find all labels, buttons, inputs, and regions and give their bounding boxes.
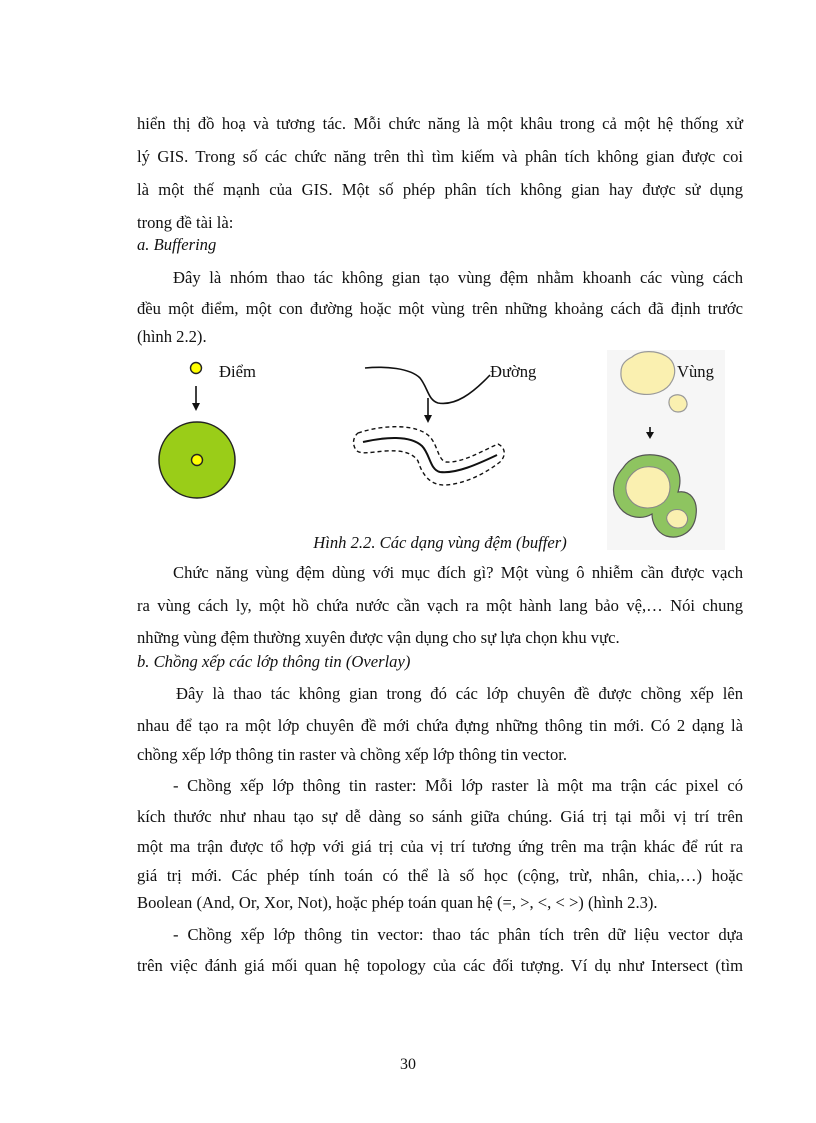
text-line: đều một điểm, một con đường hoặc một vùng trên những khoảng cách đã định trước <box>137 299 743 318</box>
text-line: trên việc đánh giá mối quan hệ topology của các đối tượng. Ví dụ như Intersect (tìm <box>137 956 743 975</box>
line-buffer-diagram <box>354 367 505 485</box>
page-number: 30 <box>400 1056 416 1073</box>
text-line: hiển thị đồ hoạ và tương tác. Mỗi chức năng là một khâu trong cả một hệ thống xử <box>137 114 743 133</box>
figure-caption: Hình 2.2. Các dạng vùng đệm (buffer) <box>313 533 567 552</box>
label-point: Điểm <box>219 362 256 381</box>
text-line: kích thước như nhau tạo sự dễ dàng so sánh giữa chúng. Giá trị tại mỗi vị trí trên <box>137 807 743 826</box>
text-line: (hình 2.2). <box>137 327 207 346</box>
text-line: lý GIS. Trong số các chức năng trên thì tìm kiếm và phân tích không gian được coi <box>137 147 743 166</box>
point-symbol-center <box>192 455 203 466</box>
text-line: Boolean (And, Or, Xor, Not), hoặc phép toán quan hệ (=, >, <, < >) (hình 2.3). <box>137 893 658 912</box>
point-symbol <box>191 363 202 374</box>
section-heading-overlay: b. Chồng xếp các lớp thông tin (Overlay) <box>137 652 411 671</box>
text-line: giá trị mới. Các phép tính toán có thể là số học (cộng, trừ, nhân, chia,…) hoặc <box>137 866 743 885</box>
area-polygon <box>667 510 688 529</box>
text-line: Đây là nhóm thao tác không gian tạo vùng đệm nhằm khoanh các vùng cách <box>173 268 743 287</box>
text-line: một ma trận được tổ hợp với giá trị của vị trí tương ứng trên ma trận khác để rút ra <box>137 837 743 856</box>
area-polygon <box>626 467 670 508</box>
text-line: ra vùng cách ly, một hồ chứa nước cần vạch ra một hành lang bảo vệ,… Nói chung <box>137 596 743 615</box>
text-line: - Chồng xếp lớp thông tin vector: thao tác phân tích trên dữ liệu vector dựa <box>173 925 743 944</box>
point-buffer-diagram <box>159 363 235 499</box>
buffered-line <box>363 438 497 472</box>
area-polygon <box>621 352 675 395</box>
section-heading-buffering: a. Buffering <box>137 235 217 254</box>
text-line: Chức năng vùng đệm dùng với mục đích gì? Một vùng ô nhiễm cần được vạch <box>173 563 743 582</box>
text-line: trong đề tài là: <box>137 213 234 232</box>
text-line: nhau để tạo ra một lớp chuyên đề mới chứa đựng những thông tin mới. Có 2 dạng là <box>137 716 743 735</box>
label-line: Đường <box>490 362 537 381</box>
text-line: - Chồng xếp lớp thông tin raster: Mỗi lớp raster là một ma trận các pixel có <box>173 776 743 795</box>
text-line: Đây là thao tác không gian trong đó các lớp chuyên đề được chồng xếp lên <box>176 684 743 703</box>
text-line: những vùng đệm thường xuyên được vận dụng cho sự lựa chọn khu vực. <box>137 628 620 647</box>
label-area: Vùng <box>677 362 714 381</box>
text-line: là một thế mạnh của GIS. Một số phép phân tích không gian hay được sử dụng <box>137 180 743 199</box>
text-line: chồng xếp lớp thông tin raster và chồng xếp lớp thông tin vector. <box>137 745 568 764</box>
area-polygon <box>669 395 687 412</box>
